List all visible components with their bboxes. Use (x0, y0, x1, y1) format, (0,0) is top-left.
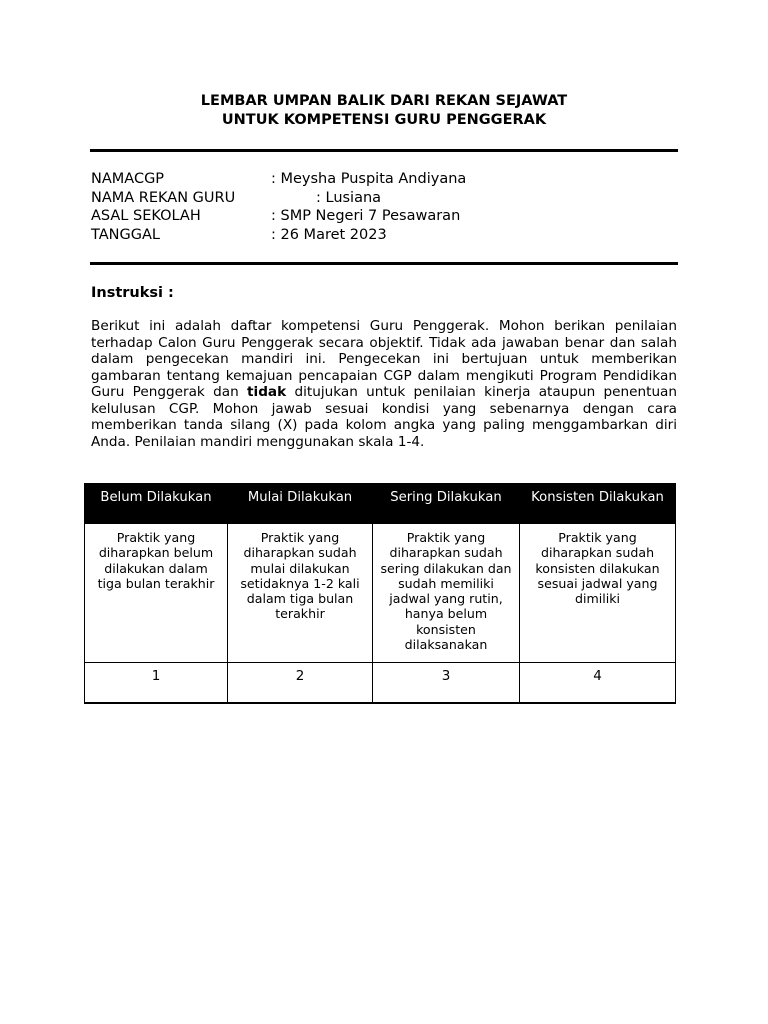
description-cell-1: Praktik yang diharapkan belum dilakukan dalam tiga bulan terakhir (85, 524, 228, 663)
header-sering-dilakukan: Sering Dilakukan (373, 484, 520, 524)
bottom-divider (90, 262, 678, 265)
instructions-text-part-1: Berikut ini adalah daftar kompetensi Guru Penggerak. Mohon berikan penilaian terhadap Calon Guru Penggerak secara objektif. Tidak ada jawaban benar dan salah dalam pengecekan mandiri ini. Pengecekan ini bertujuan untuk memberikan gambaran tentang kemajuan pencapaian CGP dalam mengikuti Program Pendidikan Guru Penggerak dan (91, 318, 677, 400)
identity-row-tanggal (91, 226, 681, 245)
identity-value: : SMP Negeri 7 Pesawaran (271, 208, 461, 224)
instructions-bold-word: tidak (247, 384, 287, 400)
rating-scale-table (84, 483, 676, 704)
top-divider (90, 149, 678, 152)
score-cell-3[interactable]: 3 (373, 663, 520, 703)
description-cell-4: Praktik yang diharapkan sudah konsisten dilakukan sesuai jadwal yang dimiliki (520, 524, 676, 663)
score-cell-4[interactable]: 4 (520, 663, 676, 703)
score-cell-1[interactable]: 1 (85, 663, 228, 703)
description-cell-3: Praktik yang diharapkan sudah sering dilakukan dan sudah memiliki jadwal yang rutin, hanya belum konsisten dilaksanakan (373, 524, 520, 663)
description-cell-2: Praktik yang diharapkan sudah mulai dilakukan setidaknya 1-2 kali dalam tiga bulan terakhir (228, 524, 373, 663)
identity-value: : Meysha Puspita Andiyana (271, 171, 467, 187)
identity-label: NAMA REKAN GURU (91, 190, 236, 206)
identity-row-namacgp (91, 170, 681, 189)
header-belum-dilakukan: Belum Dilakukan (85, 484, 228, 524)
table-header-row (85, 484, 676, 524)
identity-value: : 26 Maret 2023 (271, 227, 387, 243)
identity-value: : Lusiana (316, 190, 382, 206)
instructions-text-part-2: ditujukan untuk penilaian kinerja ataupun penentuan kelulusan CGP. Mohon jawab sesuai kondisi yang sebenarnya dengan cara memberikan tanda silang (X) pada kolom angka yang paling menggambarkan diri Anda. Penilaian mandiri menggunakan skala 1-4. (91, 384, 678, 450)
header-konsisten-dilakukan: Konsisten Dilakukan (520, 484, 676, 524)
table-description-row (85, 524, 676, 663)
instructions-paragraph (91, 318, 677, 450)
identity-row-rekan-guru (91, 189, 681, 208)
score-cell-2[interactable]: 2 (228, 663, 373, 703)
document-title-line-1: LEMBAR UMPAN BALIK DARI REKAN SEJAWAT (200, 93, 568, 109)
identity-label: TANGGAL (91, 227, 160, 243)
table-score-row (85, 663, 676, 703)
instructions-heading: Instruksi : (91, 285, 174, 301)
header-mulai-dilakukan: Mulai Dilakukan (228, 484, 373, 524)
identity-label: NAMACGP (91, 171, 165, 187)
identity-row-asal-sekolah (91, 207, 681, 226)
document-title-line-2: UNTUK KOMPETENSI GURU PENGGERAK (221, 112, 547, 128)
identity-label: ASAL SEKOLAH (91, 208, 201, 224)
